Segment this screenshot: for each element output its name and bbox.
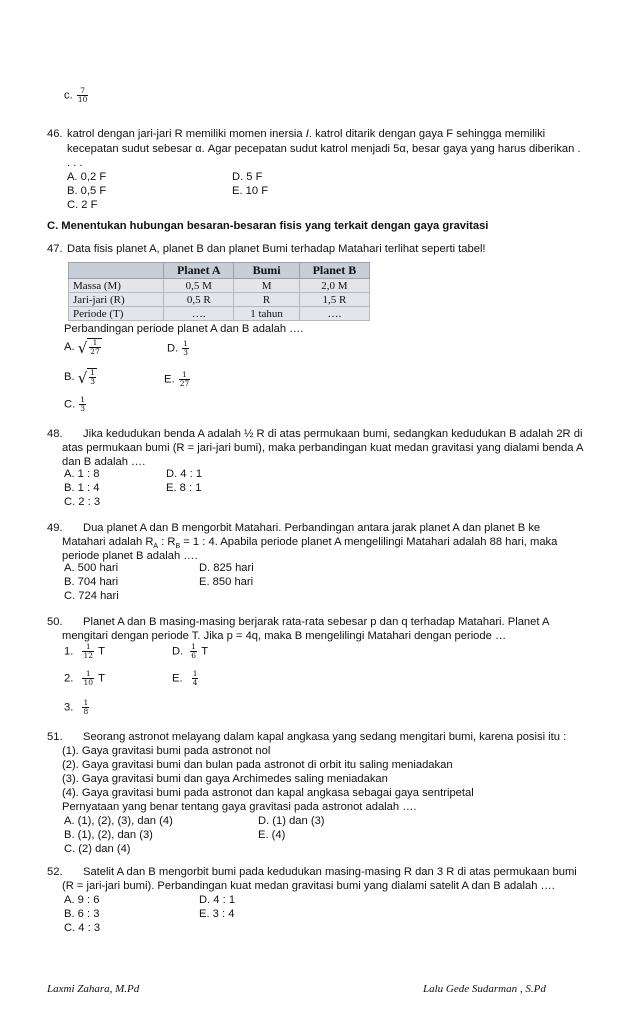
table-cell: Periode (T)	[69, 307, 164, 321]
option-2: 2. $\frac{1}{10}$ T	[64, 669, 105, 687]
option-a: A. 9 : 6	[64, 894, 100, 906]
question-number: 47.	[47, 243, 63, 255]
question-text: kecepatan sudut sebesar α. Agar pecepatan sudut katrol menjadi 5α, besar gaya yang harus diberikan .	[67, 143, 581, 155]
option-e: E. 10 F	[232, 185, 269, 197]
question-text: Perbandingan periode planet A dan B adalah ….	[64, 323, 304, 335]
option-b: B. √ $\frac{1}{3}$	[64, 368, 96, 387]
question-number: 49.	[47, 522, 63, 534]
option-a: A. (1), (2), (3), dan (4)	[64, 815, 173, 827]
table-cell: Massa (M)	[69, 279, 164, 293]
q45-option-c: c. $\frac{7}{10}$	[64, 86, 88, 104]
question-text: periode planet B adalah ….	[62, 550, 198, 562]
list-item: (3). Gaya gravitasi bumi dan gaya Archimedes saling meniadakan	[62, 773, 388, 785]
table-header: Planet A	[164, 263, 234, 279]
option-b: B. 1 : 4	[64, 482, 100, 494]
question-text: Matahari adalah $R_A$ : $R_B = 1$ : 4. Apabila periode planet A mengelilingi Matahari adalah 88 hari, maka	[62, 536, 558, 551]
option-c: C. 2 : 3	[64, 496, 101, 508]
table-cell: ….	[164, 307, 234, 321]
question-text: katrol dengan jari-jari R memiliki momen inersia I. katrol ditarik dengan gaya F sehingga memiliki	[67, 128, 546, 140]
option-d: D. 825 hari	[199, 562, 254, 574]
option-a: A. 0,2 F	[67, 171, 107, 183]
option-d: D. (1) dan (3)	[258, 815, 325, 827]
table-row	[69, 307, 370, 321]
table-cell: M	[234, 279, 299, 293]
table-header: Bumi	[234, 263, 299, 279]
option-b: B. 704 hari	[64, 576, 119, 588]
option-d: D. 4 : 1	[199, 894, 236, 906]
sqrt-expression: √ $\frac{1}{3}$	[77, 368, 96, 387]
question-text: Data fisis planet A, planet B dan planet Bumi terhadap Matahari terlihat seperti tabel!	[67, 243, 486, 255]
table-header: Planet B	[299, 263, 369, 279]
option-e: E. (4)	[258, 829, 286, 841]
table-cell: 1,5 R	[299, 293, 369, 307]
table-cell: 2,0 M	[299, 279, 369, 293]
planet-data-table	[68, 262, 370, 321]
option-c: C. 724 hari	[64, 590, 119, 602]
question-number: 52.	[47, 866, 63, 878]
option-a: A. 500 hari	[64, 562, 119, 574]
list-item: (1). Gaya gravitasi bumi pada astronot nol	[62, 745, 271, 757]
option-d: D. $\frac{1}{6}$ T	[172, 642, 209, 660]
option-e: E. 3 : 4	[199, 908, 235, 920]
table-row	[69, 279, 370, 293]
question-text: Pernyataan yang benar tentang gaya gravitasi pada astronot adalah ….	[62, 801, 417, 813]
question-text: . . .	[67, 157, 83, 169]
option-e: E. 8 : 1	[166, 482, 202, 494]
table-cell: 0,5 M	[164, 279, 234, 293]
option-c: C. 2 F	[67, 199, 98, 211]
table-row	[69, 293, 370, 307]
option-1: 1. $\frac{1}{12}$ T	[64, 642, 105, 660]
list-item: (2). Gaya gravitasi bumi dan bulan pada astronot di orbit itu saling meniadakan	[62, 759, 453, 771]
table-cell: 1 tahun	[234, 307, 299, 321]
option-e: E. 850 hari	[199, 576, 254, 588]
table-cell: Jari-jari (R)	[69, 293, 164, 307]
option-d: D. 4 : 1	[166, 468, 203, 480]
option-a: A. √ $\frac{1}{27}$	[64, 338, 100, 357]
question-text: Planet A dan B masing-masing berjarak rata-rata sebesar p dan q terhadap Matahari. Planet A	[83, 616, 550, 628]
footer-author-right: Lalu Gede Sudarman , S.Pd	[423, 983, 546, 995]
question-number: 48.	[47, 428, 63, 440]
table-cell: ….	[299, 307, 369, 321]
option-c: C. $\frac{1}{3}$	[64, 395, 86, 413]
sqrt-expression: √ $\frac{1}{27}$	[77, 338, 100, 357]
question-text: (R = jari-jari bumi). Perbandingan kuat medan gravitasi bumi yang dialami satelit A dan B adalah ….	[62, 880, 555, 892]
section-heading: C. Menentukan hubungan besaran-besaran fisis yang terkait dengan gaya gravitasi	[47, 220, 489, 232]
option-c: C. (2) dan (4)	[64, 843, 131, 855]
option-c: C. 4 : 3	[64, 922, 101, 934]
question-number: 51.	[47, 731, 63, 743]
footer-author-left: Laxmi Zahara, M.Pd	[47, 983, 140, 995]
option-3: 3. $\frac{1}{8}$	[64, 698, 89, 716]
question-text: mengitari dengan periode T. Jika p = 4q, maka B mengelilingi Matahari dengan periode …	[62, 630, 507, 642]
question-text: Seorang astronot melayang dalam kapal angkasa yang sedang mengitari bumi, karena posisi itu :	[83, 731, 567, 743]
table-header	[69, 263, 164, 279]
question-text: Jika kedudukan benda A adalah ½ R di atas permukaan bumi, sedangkan kedudukan B adalah 2R di	[83, 428, 583, 440]
question-text: dan B adalah ….	[62, 456, 146, 468]
table-header-row	[69, 263, 370, 279]
option-e: E. $\frac{1}{4}$	[172, 669, 198, 687]
option-d: D. $\frac{1}{3}$	[167, 339, 189, 357]
option-e: E. $\frac{1}{27}$	[164, 370, 190, 388]
question-text: Dua planet A dan B mengorbit Matahari. Perbandingan antara jarak planet A dan planet B ke	[83, 522, 541, 534]
fraction: $\frac{7}{10}$	[77, 86, 88, 104]
question-text: Satelit A dan B mengorbit bumi pada kedudukan masing-masing R dan 3 R di atas permukaan bumi	[83, 866, 577, 878]
list-item: (4). Gaya gravitasi bumi pada astronot dan kapal angkasa sebagai gaya sentripetal	[62, 787, 474, 799]
table-cell: 0,5 R	[164, 293, 234, 307]
option-b: B. 0,5 F	[67, 185, 107, 197]
question-number: 50.	[47, 616, 63, 628]
option-b: B. (1), (2), dan (3)	[64, 829, 153, 841]
question-number: 46.	[47, 128, 63, 140]
question-text: atas permukaan bumi (R = jari-jari bumi), maka perbandingan kuat medan gravitasi yang dialami benda A	[62, 442, 584, 454]
table-cell: R	[234, 293, 299, 307]
option-b: B. 6 : 3	[64, 908, 100, 920]
option-d: D. 5 F	[232, 171, 263, 183]
option-a: A. 1 : 8	[64, 468, 100, 480]
